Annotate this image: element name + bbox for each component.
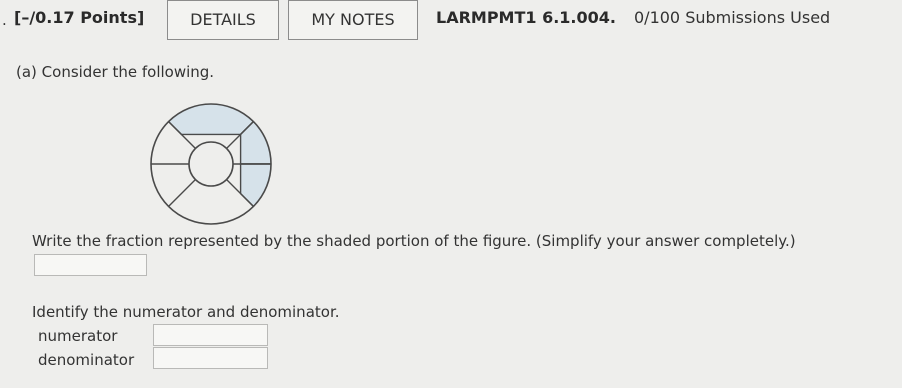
my-notes-button[interactable]: MY NOTES — [288, 0, 418, 40]
denominator-label: denominator — [38, 351, 135, 369]
numerator-label: numerator — [38, 327, 118, 345]
part-label: (a) Consider the following. — [16, 63, 215, 81]
instruction-text: Write the fraction represented by the shaded portion of the figure. (Simplify your answer completely.) — [32, 232, 796, 250]
fraction-figure — [150, 103, 272, 225]
details-button[interactable]: DETAILS — [167, 0, 279, 40]
numerator-input[interactable] — [153, 324, 268, 346]
submissions-count: 0/100 Submissions Used — [634, 8, 831, 27]
denominator-input[interactable] — [153, 347, 268, 369]
fraction-answer-input[interactable] — [34, 254, 147, 276]
identify-text: Identify the numerator and denominator. — [32, 303, 340, 321]
bullet: . — [2, 11, 7, 29]
problem-id: LARMPMT1 6.1.004. — [436, 8, 616, 27]
points-label: [–/0.17 Points] — [14, 8, 145, 27]
inner-circle — [189, 142, 233, 186]
